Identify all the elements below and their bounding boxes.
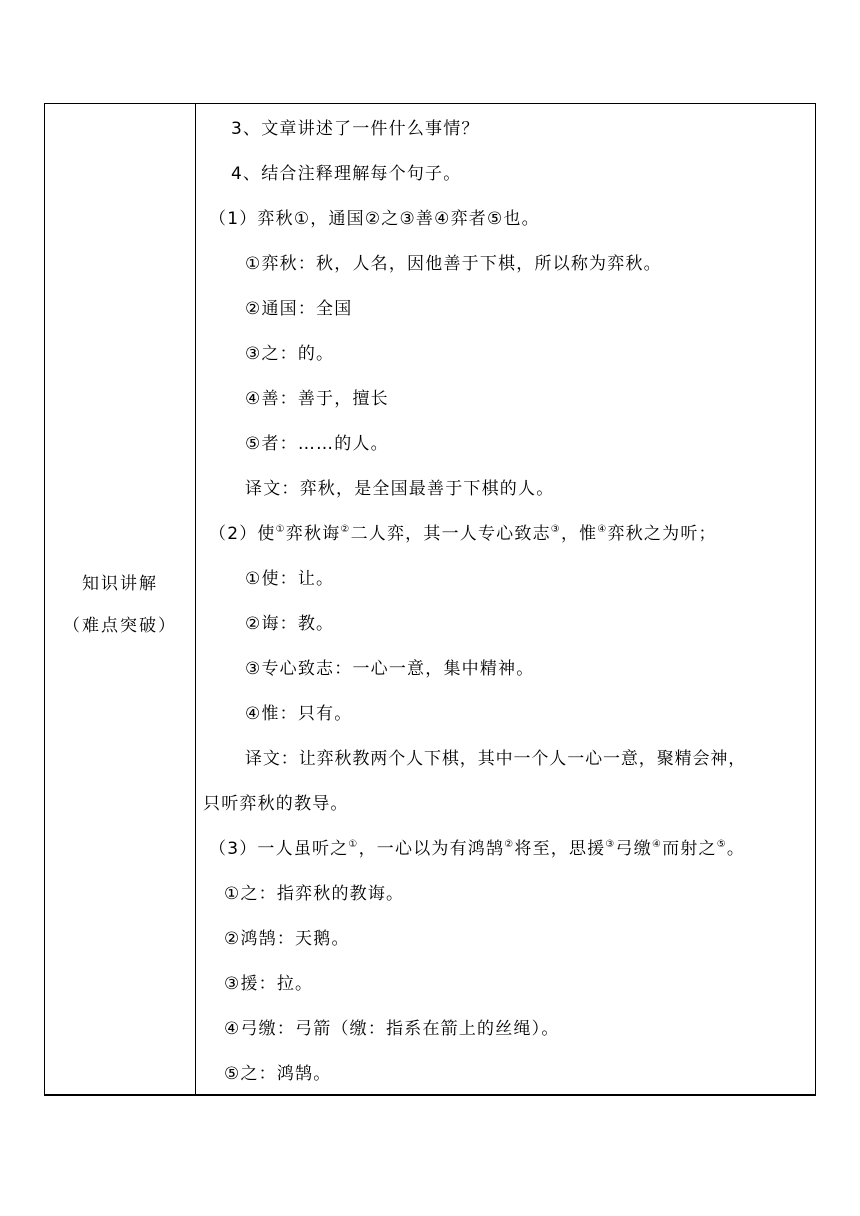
sentence-1-head: （1）弈秋①，通国②之③善④弈者⑤也。 bbox=[209, 209, 540, 229]
text-part: 而射之 bbox=[662, 839, 717, 859]
text-part: 二人弈，其一人专心致志 bbox=[350, 524, 551, 544]
text-part: 。 bbox=[726, 839, 746, 859]
side-label-cell bbox=[45, 104, 195, 1094]
column-divider bbox=[195, 104, 196, 1094]
footnote-marker: ⑤ bbox=[716, 839, 727, 850]
text-part: 弈秋之为听； bbox=[607, 524, 717, 544]
footnote-marker: ③ bbox=[605, 839, 616, 850]
sentence-1-translation: 译文：弈秋，是全国最善于下棋的人。 bbox=[245, 479, 555, 499]
text-part: （2）使 bbox=[209, 524, 276, 544]
sentence-2-translation-cont: 只听弈秋的教导。 bbox=[203, 794, 349, 814]
sentence-2-head bbox=[209, 523, 717, 545]
text-part: 将至，思援 bbox=[514, 839, 606, 859]
footnote-marker: ② bbox=[504, 839, 515, 850]
sentence-3-note: ①之：指弈秋的教诲。 bbox=[224, 884, 405, 904]
lesson-table bbox=[44, 103, 816, 1096]
footnote-marker: ① bbox=[348, 839, 359, 850]
sentence-1-note: ③之：的。 bbox=[245, 344, 335, 364]
sentence-3-note: ④弓缴：弓箭（缴：指系在箭上的丝绳）。 bbox=[224, 1019, 560, 1039]
footnote-marker: ① bbox=[275, 524, 286, 535]
text-part: 弈秋诲 bbox=[285, 524, 341, 544]
sentence-3-head bbox=[209, 838, 745, 860]
sentence-2-note: ②诲：教。 bbox=[245, 614, 335, 634]
sentence-3-note: ③援：拉。 bbox=[224, 974, 314, 994]
footnote-marker: ④ bbox=[651, 839, 663, 850]
sentence-1-note: ①弈秋：秋，人名，因他善于下棋，所以称为弈秋。 bbox=[245, 254, 662, 274]
text-part: ，一心以为有鸿鹄 bbox=[358, 839, 505, 859]
text-part: 弓缴 bbox=[615, 839, 652, 859]
sentence-2-note: ④惟：只有。 bbox=[245, 704, 353, 724]
footnote-marker: ③ bbox=[550, 524, 561, 535]
sentence-1-note: ②通国：全国 bbox=[245, 299, 353, 319]
text-part: ，惟 bbox=[560, 524, 598, 544]
sentence-2-note: ①使：让。 bbox=[245, 569, 335, 589]
footnote-marker: ④ bbox=[597, 524, 608, 535]
side-label-subtitle: （难点突破） bbox=[63, 616, 177, 636]
sentence-2-note: ③专心致志：一心一意，集中精神。 bbox=[245, 659, 535, 679]
sentence-3-note: ⑤之：鸿鹄。 bbox=[224, 1064, 332, 1084]
side-label-title: 知识讲解 bbox=[82, 574, 158, 594]
question-4: 4、结合注释理解每个句子。 bbox=[231, 164, 462, 184]
sentence-2-translation: 译文：让弈秋教两个人下棋，其中一个人一心一意，聚精会神， bbox=[245, 749, 747, 769]
question-3: 3、文章讲述了一件什么事情？ bbox=[231, 119, 480, 139]
sentence-1-note: ④善：善于，擅长 bbox=[245, 389, 389, 409]
text-part: （3）一人虽听之 bbox=[209, 839, 349, 859]
sentence-3-note: ②鸿鹄：天鹅。 bbox=[224, 929, 350, 949]
footnote-marker: ② bbox=[340, 524, 351, 535]
sentence-1-note: ⑤者：……的人。 bbox=[245, 434, 389, 454]
